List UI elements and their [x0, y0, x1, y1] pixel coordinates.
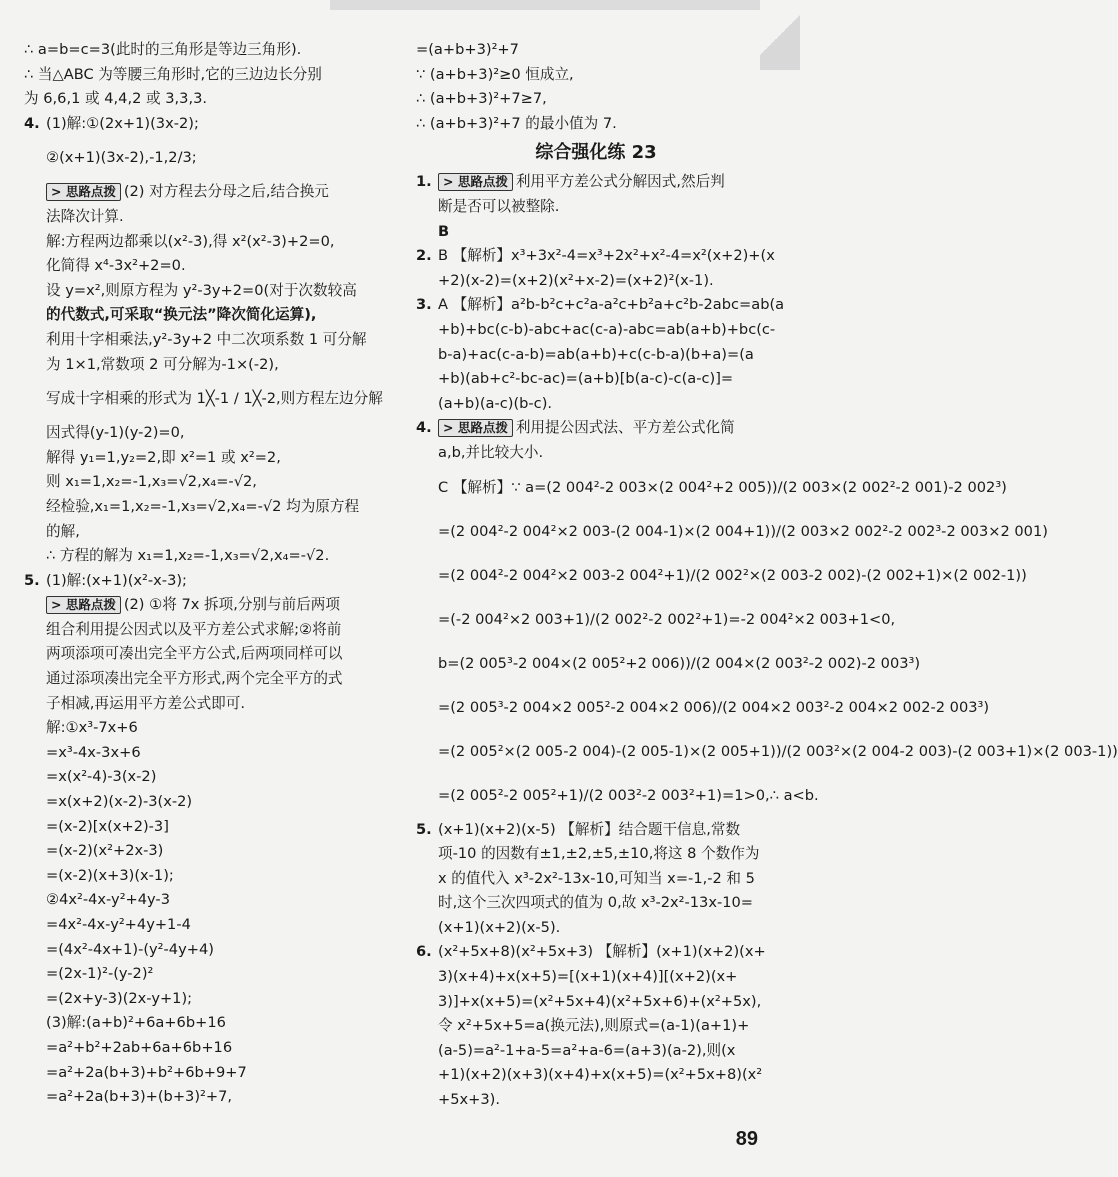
- text-line: [24, 1085, 396, 1110]
- text-line: [24, 815, 396, 840]
- text-line: [24, 279, 396, 304]
- line-text: 为 6,6,1 或 4,4,2 或 3,3,3.: [24, 90, 208, 108]
- text-line: [24, 112, 396, 137]
- text-line: [24, 63, 396, 88]
- text-line: [416, 318, 776, 343]
- line-text: ②(x+1)(3x-2),-1,2/3;: [46, 149, 197, 167]
- text-line: [24, 136, 396, 180]
- text-line: [416, 63, 776, 88]
- line-text: =(a+b+3)²+7: [416, 41, 519, 58]
- line-text: =x(x²-4)-3(x-2): [46, 768, 157, 786]
- line-text: =x³-4x-3x+6: [46, 743, 141, 761]
- text-line: [416, 990, 776, 1015]
- text-line: [24, 230, 396, 255]
- text-line: [24, 962, 396, 987]
- item-number: 4.: [416, 419, 432, 437]
- line-text: x 的值代入 x³-2x²-13x-10,可知当 x=-1,-2 和 5: [438, 869, 755, 887]
- line-text: B 【解析】x³+3x²-4=x³+2x²+x²-4=x²(x+2)+(x: [438, 247, 775, 265]
- text-line: [24, 544, 396, 569]
- line-text: 解得 y₁=1,y₂=2,即 x²=1 或 x²=2,: [46, 448, 281, 466]
- section-title: 综合强化练 23: [535, 142, 657, 164]
- hint-tag: > 思路点拨: [438, 173, 513, 191]
- text-line: [416, 87, 776, 112]
- text-line: [416, 965, 776, 990]
- line-text: =(x-2)(x+3)(x-1);: [46, 866, 174, 884]
- text-line: [416, 112, 776, 137]
- item-number: 1.: [416, 173, 432, 191]
- item-number: 6.: [416, 943, 432, 961]
- line-text: ∴ (a+b+3)²+7≥7,: [416, 90, 547, 108]
- line-text: b-a)+ac(c-a-b)=ab(a+b)+c(c-b-a)(b+a)=(a: [438, 345, 754, 363]
- item-number: 3.: [416, 296, 432, 314]
- item-number: 5.: [24, 571, 40, 589]
- line-text: =(2 004²-2 004²×2 003-2 004²+1)/(2 002²×(2 003-2 002)-(2 002+1)×(2 002-1)): [438, 566, 1027, 584]
- line-text: 因式得(y-1)(y-2)=0,: [46, 424, 185, 442]
- line-text: 子相减,再运用平方差公式即可.: [46, 694, 245, 712]
- text-line: [416, 730, 1118, 774]
- text-line: [24, 938, 396, 963]
- line-text: 解:①x³-7x+6: [46, 719, 138, 737]
- line-text: =(x-2)(x²+2x-3): [46, 842, 164, 860]
- line-text: 断是否可以被整除.: [438, 197, 560, 215]
- line-text: A 【解析】a²b-b²c+c²a-a²c+b²a+c²b-2abc=ab(a: [438, 296, 785, 314]
- line-text: =(2x+y-3)(2x-y+1);: [46, 989, 193, 1007]
- line-text: =(2 005³-2 004×2 005²-2 004×2 006)/(2 004×2 003²-2 004×2 002-2 003³): [438, 698, 990, 716]
- line-text: 两项添项可凑出完全平方公式,后两项同样可以: [46, 645, 343, 663]
- line-text: (2) ①将 7x 拆项,分别与前后两项: [123, 596, 340, 614]
- text-line: [416, 940, 776, 965]
- line-text: B: [438, 222, 450, 240]
- text-line: [416, 510, 1048, 554]
- text-line: [24, 642, 396, 667]
- line-text: 则 x₁=1,x₂=-1,x₃=√2,x₄=-√2,: [46, 473, 257, 491]
- line-text: 的代数式,可采取“换元法”降次简化运算),: [46, 306, 317, 324]
- text-line: [24, 470, 396, 495]
- item-number: 5.: [416, 820, 432, 838]
- text-line: [24, 303, 396, 328]
- text-line: [24, 569, 396, 594]
- text-line: [416, 891, 776, 916]
- line-text: =a²+b²+2ab+6a+6b+16: [46, 1038, 233, 1056]
- text-line: [24, 495, 396, 520]
- text-line: [24, 716, 396, 741]
- line-text: ∴ 当△ABC 为等腰三角形时,它的三边边长分别: [24, 65, 322, 83]
- line-text: (3)解:(a+b)²+6a+6b+16: [46, 1014, 226, 1032]
- text-line: [416, 1063, 776, 1088]
- line-text: +2)(x-2)=(x+2)(x²+x-2)=(x+2)²(x-1).: [438, 271, 714, 289]
- line-text: =(2 005²×(2 005-2 004)-(2 005-1)×(2 005+1))/(2 003²×(2 004-2 003)-(2 003+1)×(2 003-1)): [438, 742, 1118, 760]
- text-line: [24, 353, 396, 378]
- line-text: 经检验,x₁=1,x₂=-1,x₃=√2,x₄=-√2 均为原方程: [46, 497, 360, 515]
- text-line: [416, 1014, 776, 1039]
- text-line: [24, 618, 396, 643]
- item-number: 2.: [416, 247, 432, 265]
- line-text: =(x-2)[x(x+2)-3]: [46, 817, 169, 835]
- line-text: b=(2 005³-2 004×(2 005²+2 006))/(2 004×(2 003²-2 002)-2 003³): [438, 654, 921, 672]
- line-text: ∴ 方程的解为 x₁=1,x₂=-1,x₃=√2,x₄=-√2.: [46, 547, 330, 565]
- text-line: [24, 328, 396, 353]
- line-text: =(2 004²-2 004²×2 003-(2 004-1)×(2 004+1))/(2 003×2 002²-2 002³-2 003×2 001): [438, 522, 1048, 540]
- right-column: [416, 38, 1118, 1113]
- text-line: [24, 446, 396, 471]
- line-text: 设 y=x²,则原方程为 y²-3y+2=0(对于次数较高: [46, 281, 357, 299]
- line-text: =a²+2a(b+3)+b²+6b+9+7: [46, 1063, 247, 1081]
- text-line: [416, 686, 990, 730]
- line-text: +b)(ab+c²-bc-ac)=(a+b)[b(a-c)-c(a-c)]=: [438, 370, 734, 388]
- text-line: [416, 170, 776, 195]
- text-line: [24, 180, 396, 205]
- text-line: [416, 416, 776, 441]
- text-line: [416, 367, 776, 392]
- hint-tag: > 思路点拨: [46, 183, 121, 201]
- text-line: [24, 839, 396, 864]
- text-line: [24, 520, 396, 545]
- line-text: 3)(x+4)+x(x+5)=[(x+1)(x+4)][(x+2)(x+: [438, 968, 738, 986]
- line-text: 化简得 x⁴-3x²+2=0.: [46, 257, 186, 275]
- line-text: +1)(x+2)(x+3)(x+4)+x(x+5)=(x²+5x+8)(x²: [438, 1066, 763, 1084]
- text-line: [416, 642, 921, 686]
- line-text: (x²+5x+8)(x²+5x+3) 【解析】(x+1)(x+2)(x+: [438, 943, 766, 961]
- text-line: [24, 765, 396, 790]
- line-text: =(2 005²-2 005²+1)/(2 003²-2 003²+1)=1>0,∴ a<b.: [438, 786, 819, 804]
- line-text: ∴ (a+b+3)²+7 的最小值为 7.: [416, 114, 617, 132]
- line-text: 法降次计算.: [46, 207, 124, 225]
- text-line: [416, 1039, 776, 1064]
- text-line: [24, 888, 396, 913]
- line-text: +5x+3).: [438, 1091, 500, 1109]
- text-line: [416, 842, 776, 867]
- text-line: [416, 554, 1027, 598]
- line-text: 的解,: [46, 522, 80, 540]
- line-text: =(-2 004²×2 003+1)/(2 002²-2 002²+1)=-2 004²×2 003+1<0,: [438, 610, 896, 628]
- text-line: [24, 593, 396, 618]
- line-text: =a²+2a(b+3)+(b+3)²+7,: [46, 1088, 233, 1106]
- text-line: [416, 293, 785, 318]
- line-text: ∴ a=b=c=3(此时的三角形是等边三角形).: [24, 41, 302, 58]
- text-line: [24, 1036, 396, 1061]
- text-line: [416, 220, 776, 245]
- text-line: [24, 421, 396, 446]
- hint-tag: > 思路点拨: [46, 596, 121, 614]
- text-line: [416, 1088, 776, 1113]
- text-line: [416, 195, 776, 220]
- text-line: [416, 38, 776, 63]
- text-line: [24, 377, 396, 421]
- text-line: [416, 867, 776, 892]
- line-text: =(4x²-4x+1)-(y²-4y+4): [46, 940, 214, 958]
- line-text: 利用提公因式法、平方差公式化简: [515, 419, 735, 437]
- text-line: [24, 913, 396, 938]
- text-line: [416, 916, 776, 941]
- item-number: 4.: [24, 114, 40, 132]
- line-text: (a+b)(a-c)(b-c).: [438, 394, 553, 412]
- page-number: 89: [735, 1128, 758, 1150]
- text-line: [416, 598, 896, 642]
- line-text: 为 1×1,常数项 2 可分解为-1×(-2),: [46, 355, 279, 373]
- line-text: (x+1)(x+2)(x-5).: [438, 918, 561, 936]
- line-text: (1)解:(x+1)(x²-x-3);: [46, 571, 187, 589]
- line-text: (2) 对方程去分母之后,结合换元: [123, 183, 329, 201]
- text-line: [24, 741, 396, 766]
- line-text: (1)解:①(2x+1)(3x-2);: [46, 114, 199, 132]
- line-text: =x(x+2)(x-2)-3(x-2): [46, 793, 193, 811]
- text-line: [24, 1011, 396, 1036]
- text-line: [24, 790, 396, 815]
- line-text: 项-10 的因数有±1,±2,±5,±10,将这 8 个数作为: [438, 845, 760, 863]
- line-text: 组合利用提公因式以及平方差公式求解;②将前: [46, 620, 342, 638]
- line-text: 利用十字相乘法,y²-3y+2 中二次项系数 1 可分解: [46, 330, 367, 348]
- scan-edge: [330, 0, 800, 10]
- line-text: C 【解析】∵ a=(2 004²-2 003×(2 004²+2 005))/(2 003×(2 002²-2 001)-2 002³): [438, 478, 1007, 496]
- line-text: ②4x²-4x-y²+4y-3: [46, 891, 170, 909]
- left-column: [24, 38, 396, 1110]
- line-text: (a-5)=a²-1+a-5=a²+a-6=(a+3)(a-2),则(x: [438, 1041, 736, 1059]
- text-line: [416, 244, 776, 269]
- hint-tag: > 思路点拨: [438, 419, 513, 437]
- text-line: [24, 205, 396, 230]
- text-line: [24, 254, 396, 279]
- line-text: 令 x²+5x+5=a(换元法),则原式=(a-1)(a+1)+: [438, 1017, 750, 1035]
- text-line: [416, 269, 776, 294]
- text-line: [24, 38, 396, 63]
- text-line: [24, 864, 396, 889]
- line-text: ∵ (a+b+3)²≥0 恒成立,: [416, 65, 574, 83]
- line-text: (x+1)(x+2)(x-5) 【解析】结合题干信息,常数: [438, 820, 741, 838]
- text-line: [24, 87, 396, 112]
- line-text: =4x²-4x-y²+4y+1-4: [46, 916, 191, 933]
- line-text: 解:方程两边都乘以(x²-3),得 x²(x²-3)+2=0,: [46, 232, 335, 250]
- line-text: 利用平方差公式分解因式,然后判: [515, 173, 725, 191]
- text-line: [416, 774, 819, 818]
- line-text: +b)+bc(c-b)-abc+ac(c-a)-abc=ab(a+b)+bc(c-: [438, 320, 776, 338]
- text-line: [416, 466, 1007, 510]
- line-text: 时,这个三次四项式的值为 0,故 x³-2x²-13x-10=: [438, 894, 754, 912]
- line-text: a,b,并比较大小.: [438, 443, 544, 461]
- text-line: [24, 987, 396, 1012]
- text-line: [416, 441, 776, 466]
- text-line: [24, 692, 396, 717]
- line-text: 通过添项凑出完全平方形式,两个完全平方的式: [46, 670, 343, 688]
- text-line: [416, 343, 776, 368]
- line-text: 写成十字相乘的形式为 1╳-1 / 1╳-2,则方程左边分解: [46, 390, 383, 408]
- text-line: [416, 818, 776, 843]
- line-text: =(2x-1)²-(y-2)²: [46, 965, 154, 983]
- text-line: [24, 1061, 396, 1086]
- text-line: [416, 392, 776, 417]
- text-line: [24, 667, 396, 692]
- line-text: 3)]+x(x+5)=(x²+5x+4)(x²+5x+6)+(x²+5x),: [438, 992, 762, 1010]
